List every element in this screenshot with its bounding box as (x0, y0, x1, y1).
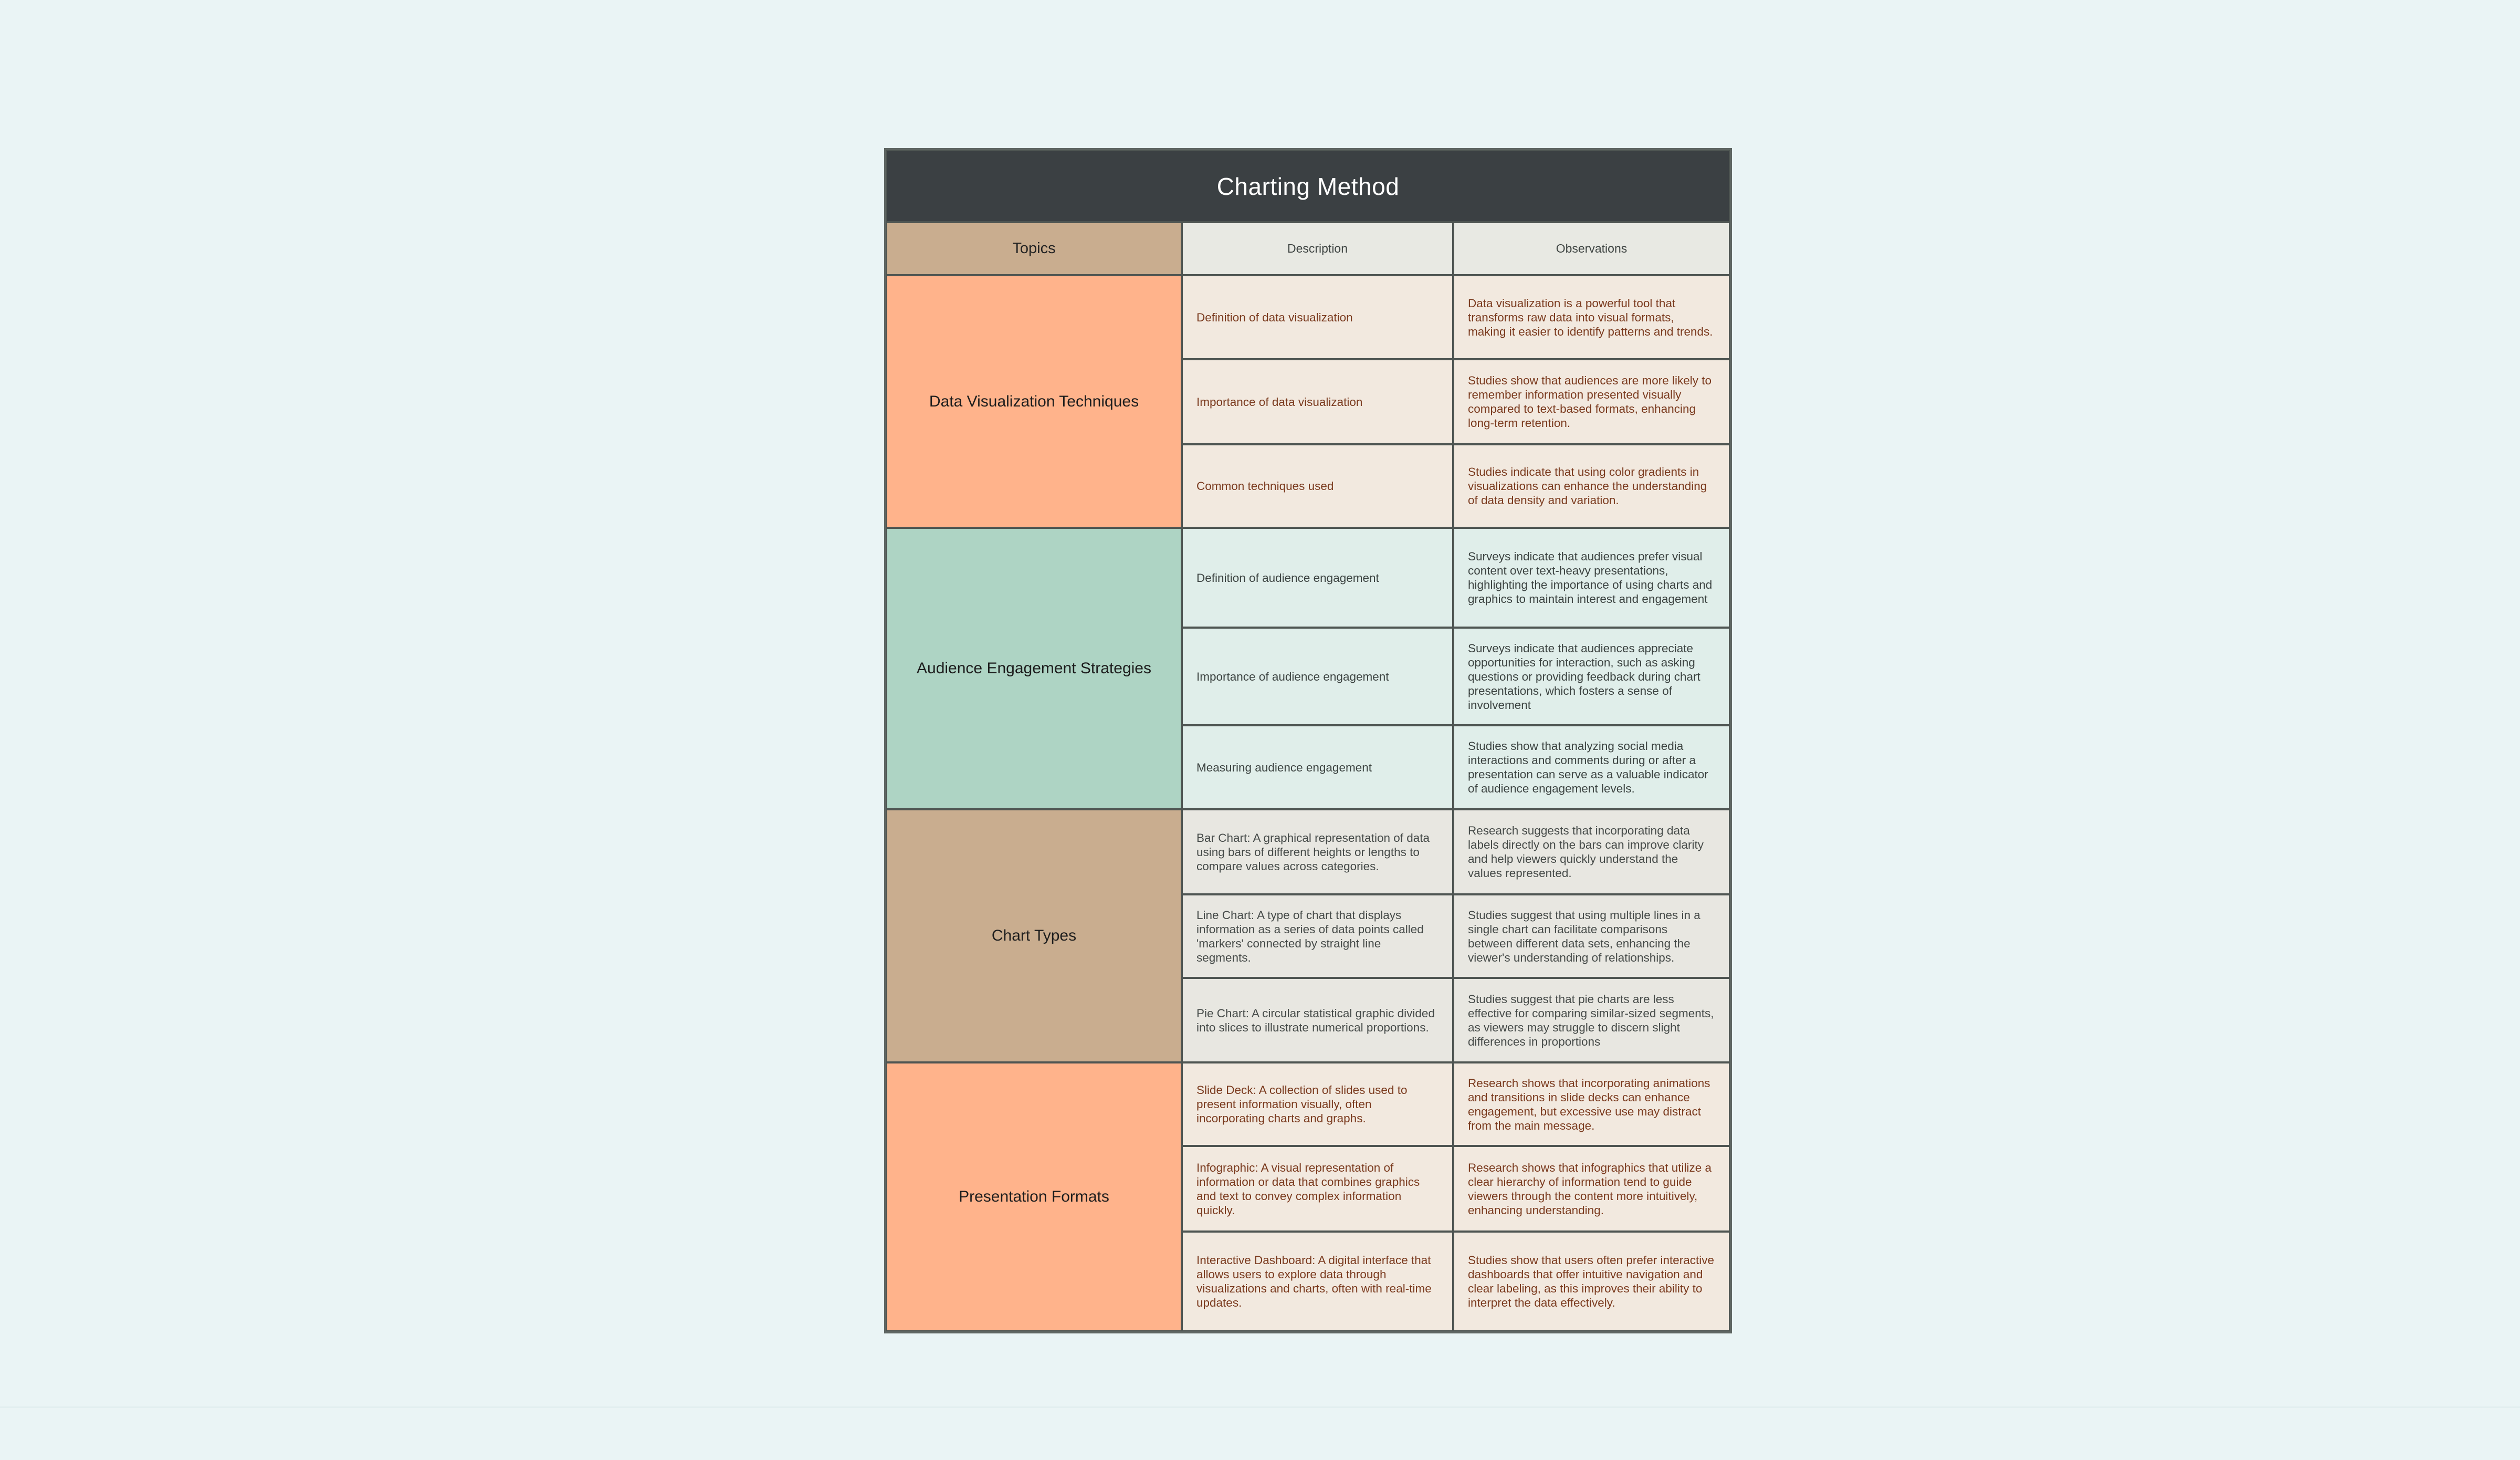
table-title: Charting Method (886, 150, 1730, 222)
observation-text: Studies show that analyzing social media interactions and comments during or after a presentation can serve as a valuable indicator of audience engagement levels. (1468, 739, 1708, 795)
description-text: Pie Chart: A circular statistical graphic divided into slices to illustrate numerical proportions. (1196, 1006, 1435, 1034)
observation-cell (1453, 359, 1730, 444)
description-cell (1182, 894, 1453, 978)
description-cell (1182, 1232, 1453, 1331)
observation-cell (1453, 1146, 1730, 1232)
description-text: Bar Chart: A graphical representation of data using bars of different heights or lengths to compare values across categories. (1196, 831, 1430, 873)
observation-text: Surveys indicate that audiences prefer visual content over text-heavy presentations, highlighting the importance of using charts and graphics to maintain interest and engagement (1468, 550, 1713, 606)
topic-cell: Data Visualization Techniques (886, 275, 1182, 528)
observation-cell (1453, 894, 1730, 978)
observation-text: Studies indicate that using color gradients in visualizations can enhance the understanding of data density and variation. (1468, 465, 1707, 507)
description-text: Infographic: A visual representation of information or data that combines graphics and text to convey complex information quickly. (1196, 1161, 1420, 1217)
description-cell (1182, 275, 1453, 359)
observation-text: Studies suggest that using multiple lines in a single chart can facilitate comparisons between different data sets, enhancing the viewer's understanding of relationships. (1468, 908, 1700, 964)
observation-cell (1453, 444, 1730, 528)
observation-cell (1453, 978, 1730, 1062)
observation-text: Studies show that users often prefer interactive dashboards that offer intuitive navigation and clear labeling, as this improves their ability to interpret the data effectively. (1468, 1254, 1714, 1309)
description-cell (1182, 1146, 1453, 1232)
observation-cell (1453, 528, 1730, 628)
header-description: Description (1182, 222, 1453, 275)
header-topics: Topics (886, 222, 1182, 275)
observation-text: Studies suggest that pie charts are less effective for comparing similar-sized segments, as viewers may struggle to discern slight differences in proportions (1468, 992, 1714, 1048)
observation-text: Research suggests that incorporating data labels directly on the bars can improve clarity and help viewers quickly understand the values represented. (1468, 824, 1704, 880)
description-cell (1182, 978, 1453, 1062)
description-cell (1182, 359, 1453, 444)
description-cell (1182, 528, 1453, 628)
description-text: Interactive Dashboard: A digital interface that allows users to explore data through visualizations and charts, often with real-time updates. (1196, 1254, 1432, 1309)
observation-cell (1453, 1062, 1730, 1146)
description-text: Importance of audience engagement (1196, 670, 1389, 683)
description-text: Measuring audience engagement (1196, 760, 1372, 774)
observation-cell (1453, 628, 1730, 725)
description-cell (1182, 809, 1453, 894)
observation-cell (1453, 809, 1730, 894)
description-cell (1182, 628, 1453, 725)
observation-text: Research shows that incorporating animations and transitions in slide decks can enhance engagement, but excessive use may distract from the main message. (1468, 1076, 1710, 1132)
description-cell (1182, 725, 1453, 809)
observation-text: Studies show that audiences are more likely to remember information presented visually compared to text-based formats, enhancing long-term retention. (1468, 374, 1712, 430)
description-text: Definition of audience engagement (1196, 571, 1379, 585)
description-text: Slide Deck: A collection of slides used to present information visually, often incorporating charts and graphs. (1196, 1083, 1408, 1125)
charting-method-table (884, 148, 1732, 1333)
topic-cell: Audience Engagement Strategies (886, 528, 1182, 809)
description-text: Importance of data visualization (1196, 395, 1363, 409)
description-text: Definition of data visualization (1196, 310, 1353, 324)
observation-text: Data visualization is a powerful tool that transforms raw data into visual formats, making it easier to identify patterns and trends. (1468, 296, 1713, 338)
description-cell (1182, 1062, 1453, 1146)
description-cell (1182, 444, 1453, 528)
observation-cell (1453, 275, 1730, 359)
observation-cell (1453, 725, 1730, 809)
topic-cell: Presentation Formats (886, 1062, 1182, 1331)
topic-cell: Chart Types (886, 809, 1182, 1062)
header-observations: Observations (1453, 222, 1730, 275)
description-text: Line Chart: A type of chart that displays information as a series of data points called 'markers' connected by straight line segments. (1196, 908, 1424, 964)
observation-text: Surveys indicate that audiences appreciate opportunities for interaction, such as asking questions or providing feedback during chart presentations, which fosters a sense of involvement (1468, 641, 1700, 712)
observation-text: Research shows that infographics that utilize a clear hierarchy of information tend to guide viewers through the content more intuitively, enhancing understanding. (1468, 1161, 1712, 1217)
description-text: Common techniques used (1196, 479, 1334, 493)
observation-cell (1453, 1232, 1730, 1331)
footer-divider (0, 1406, 2520, 1408)
